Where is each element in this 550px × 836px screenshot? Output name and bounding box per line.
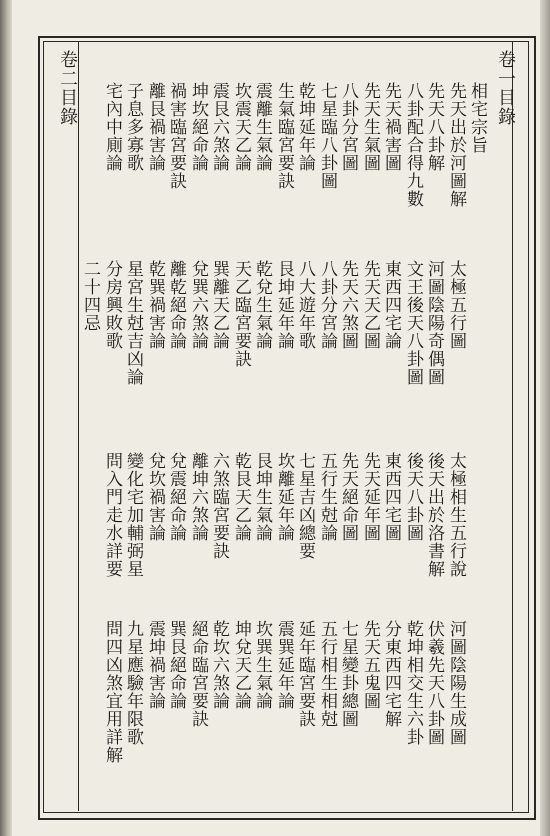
toc-entry: 坎離延年論 [274,452,294,542]
toc-entry: 乾坎六煞論 [209,620,229,710]
toc-entry: 震巽延年論 [274,620,294,710]
toc-entry: 問四凶煞宜用詳解 [102,620,122,764]
toc-entry: 生氣臨宮要訣 [274,82,294,190]
toc-entry: 乾巽禍害論 [145,260,165,350]
toc-entry: 八卦分宮圖 [338,82,358,172]
toc-entry: 東西四宅論 [381,260,401,350]
toc-entry: 七星臨八卦圖 [317,82,337,190]
toc-entry: 乾兌生氣論 [252,260,272,350]
toc-entry: 河圖陰陽奇偶圖 [424,260,444,386]
toc-entry: 天乙臨宮要訣 [231,260,251,368]
toc-entry: 八大遊年歌 [295,260,315,350]
toc-entry: 離坤六煞論 [188,452,208,542]
toc-entry: 相宅宗旨 [467,82,487,154]
toc-entry: 太極相生五行說 [446,452,466,578]
toc-entry: 分房興敗歌 [102,260,122,350]
toc-entry: 先天六煞圖 [338,260,358,350]
toc-entry: 宅內中廁論 [102,82,122,172]
toc-entry: 先天生氣圖 [360,82,380,172]
toc-entry: 先天五鬼圖 [360,620,380,710]
toc-entry: 先天八卦解 [424,82,444,172]
toc-entry: 七星變卦總圖 [338,620,358,728]
toc-entry: 先天禍害圖 [381,82,401,172]
toc-entry: 東西四宅圖 [381,452,401,542]
toc-entry: 後天出於洛書解 [424,452,444,578]
toc-entry: 先天延年圖 [360,452,380,542]
toc-entry: 絕命臨宮要訣 [188,620,208,728]
toc-entry: 巽艮絕命論 [166,620,186,710]
toc-entry: 乾坤相交生六卦 [403,620,423,746]
toc-entry: 星宮生尅吉凶論 [123,260,143,386]
toc-entry: 延年臨宮要訣 [295,620,315,728]
toc-entry: 七星吉凶總要 [295,452,315,560]
toc-entry: 巽離天乙論 [209,260,229,350]
toc-entry: 艮坤延年論 [274,260,294,350]
toc-entry: 兌坎禍害論 [145,452,165,542]
toc-entry: 乾坤延年論 [295,82,315,172]
toc-entry: 震離生氣論 [252,82,272,172]
page-edge-shadow [540,0,550,836]
toc-entry: 震坤禍害論 [145,620,165,710]
toc-entry: 伏羲先天八卦圖 [424,620,444,746]
toc-entry: 坤坎絕命論 [188,82,208,172]
toc-entry: 坤兌天乙論 [231,620,251,710]
toc-entry: 八卦配合得九數 [403,82,423,208]
toc-entry: 二十四忌 [80,260,100,332]
page-title: 卷一目錄 [495,50,516,126]
toc-entry: 震艮六煞論 [209,82,229,172]
toc-entry: 問入門走水詳要 [102,452,122,578]
toc-entry: 乾艮天乙論 [231,452,251,542]
toc-entry: 子息多寡歌 [123,82,143,172]
toc-entry: 先天出於河圖解 [446,82,466,208]
toc-entry: 禍害臨宮要訣 [166,82,186,190]
toc-entry: 坎震天乙論 [231,82,251,172]
column-rule [512,41,513,811]
toc-entry: 六煞臨宮要訣 [209,452,229,560]
toc-entry: 先天絕命圖 [338,452,358,542]
toc-entry: 河圖陰陽生成圖 [446,620,466,746]
margin-book-title: 卷二目錄 [57,50,78,126]
toc-entry: 文王後天八卦圖 [403,260,423,386]
toc-entry: 九星應驗年限歌 [123,620,143,746]
toc-entry: 離乾絕命論 [166,260,186,350]
toc-entry: 五行相生相尅 [317,620,337,728]
toc-entry: 先天天乙圖 [360,260,380,350]
toc-entry: 艮坤生氣論 [252,452,272,542]
toc-entry: 兌震絕命論 [166,452,186,542]
toc-entry: 兌巽六煞論 [188,260,208,350]
toc-entry: 五行生尅論 [317,452,337,542]
toc-entry: 後天八卦圖 [403,452,423,542]
toc-entry: 分東西四宅解 [381,620,401,728]
toc-entry: 八卦分宮論 [317,260,337,350]
column-rule [78,41,79,811]
toc-entry: 變化宅加輔弼星 [123,452,143,578]
toc-entry: 太極五行圖 [446,260,466,350]
page-gutter-shadow [0,0,12,836]
toc-entry: 坎巽生氣論 [252,620,272,710]
toc-entry: 離艮禍害論 [145,82,165,172]
